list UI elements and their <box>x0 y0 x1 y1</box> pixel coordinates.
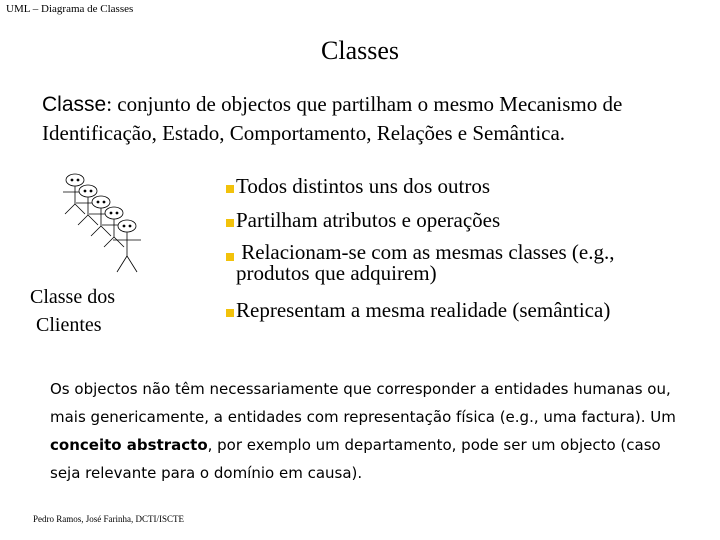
paragraph-text-1: Os objectos não têm necessariamente que corresponder a entidades humanas ou, mais genericamente, a entidades com representação física (e.g., uma factura). Um <box>50 380 676 426</box>
figure-label <box>30 283 140 339</box>
explanation-paragraph <box>50 375 690 487</box>
bullet-square-icon <box>226 253 234 261</box>
bullet-text: Relacionam-se com as mesmas classes (e.g., produtos que adquirem) <box>236 240 620 285</box>
bullet-text: Todos distintos uns dos outros <box>236 174 491 198</box>
list-item <box>226 208 500 232</box>
figure-label-line1: Classe dos <box>30 286 115 308</box>
bullet-square-icon <box>226 309 234 317</box>
slide-footer: Pedro Ramos, José Farinha, DCTI/ISCTE <box>33 514 184 524</box>
list-item <box>226 242 691 284</box>
paragraph-text-2: , por exemplo um departamento, pode ser um objecto (caso seja relevante para o domínio em causa). <box>50 436 661 482</box>
bullet-square-icon <box>226 185 234 193</box>
slide-header: UML – Diagrama de Classes <box>6 3 134 15</box>
paragraph-bold-term: conceito abstracto <box>50 436 208 454</box>
class-definition <box>42 90 702 147</box>
list-item <box>226 174 490 198</box>
figure-label-line2: Clientes <box>36 314 102 336</box>
bullet-text: Partilham atributos e operações <box>236 208 501 232</box>
definition-term: Classe <box>42 93 107 116</box>
slide-title: Classes <box>321 36 399 65</box>
bullet-text: Representam a mesma realidade (semântica) <box>236 298 611 322</box>
list-item <box>226 298 610 322</box>
stick-figures-icon <box>55 170 155 280</box>
definition-text: : conjunto de objectos que partilham o mesmo Mecanismo de Identificação, Estado, Comportamento, Relações e Semântica. <box>42 92 623 145</box>
bullet-square-icon <box>226 219 234 227</box>
